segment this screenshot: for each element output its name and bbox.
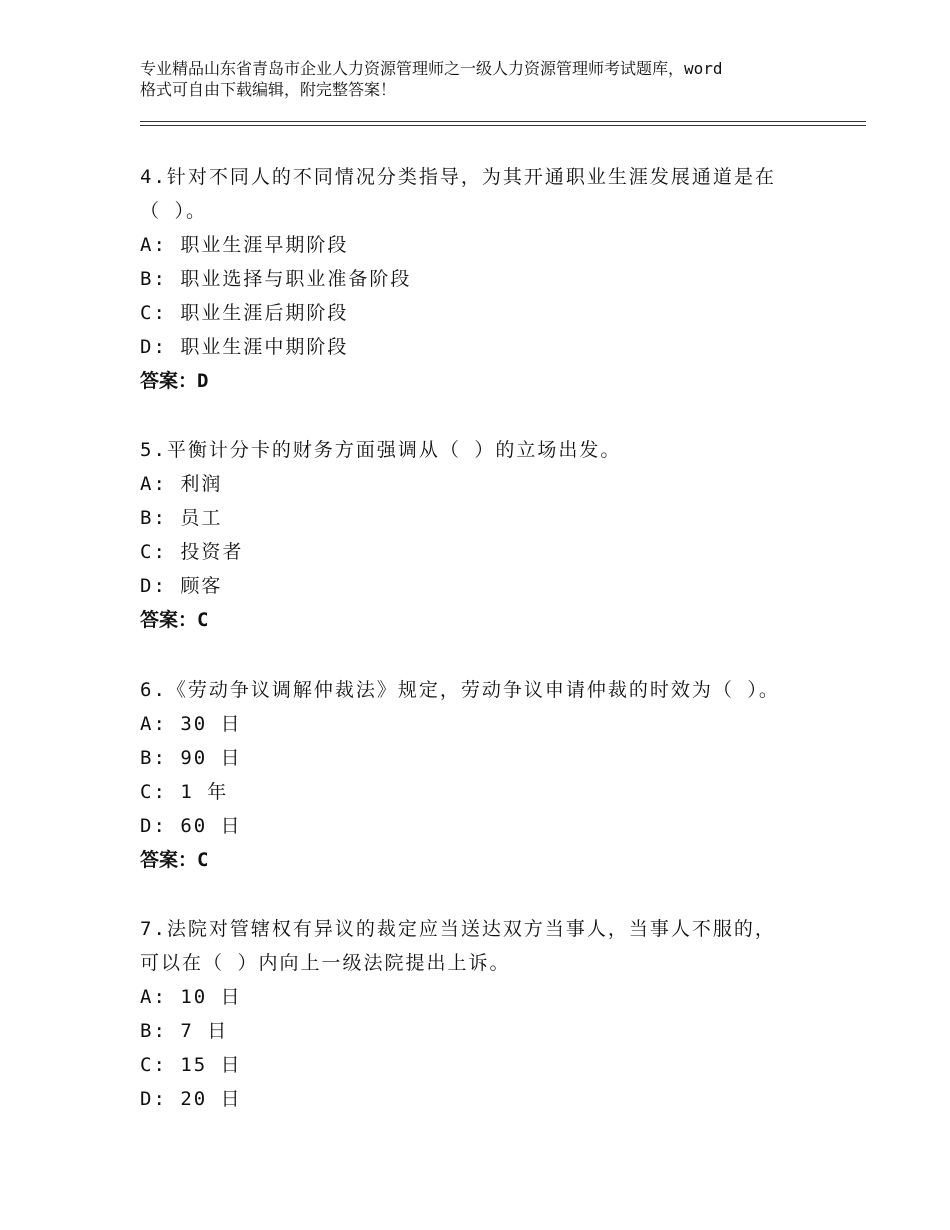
answer: 答案：D <box>140 370 209 392</box>
option-d: D: 60 日 <box>140 815 242 837</box>
stem-line: （ ）。 <box>140 200 207 222</box>
question-7 <box>140 912 820 1116</box>
option-b: B: 员工 <box>140 507 223 529</box>
question-stem <box>140 912 820 980</box>
option-d: D: 职业生涯中期阶段 <box>140 336 349 358</box>
option-b: B: 90 日 <box>140 747 242 769</box>
document-header <box>140 58 830 100</box>
stem-line: 4.针对不同人的不同情况分类指导，为其开通职业生涯发展通道是在 <box>140 166 776 188</box>
option-d: D: 顾客 <box>140 575 223 597</box>
header-divider-top <box>140 121 866 122</box>
option-a: A: 10 日 <box>140 986 242 1008</box>
stem-line: 5.平衡计分卡的财务方面强调从（ ）的立场出发。 <box>140 439 622 461</box>
question-stem <box>140 160 820 228</box>
option-b: B: 7 日 <box>140 1020 229 1042</box>
option-a: A: 职业生涯早期阶段 <box>140 234 349 256</box>
question-6 <box>140 673 820 877</box>
question-stem <box>140 673 820 707</box>
header-line-1: 专业精品山东省青岛市企业人力资源管理师之一级人力资源管理师考试题库，word <box>140 59 723 78</box>
question-stem <box>140 433 820 467</box>
option-a: A: 30 日 <box>140 713 242 735</box>
option-c: C: 职业生涯后期阶段 <box>140 302 349 324</box>
answer: 答案：C <box>140 849 209 871</box>
header-line-2: 格式可自由下载编辑，附完整答案！ <box>140 80 397 99</box>
option-c: C: 投资者 <box>140 541 244 563</box>
option-c: C: 1 年 <box>140 781 229 803</box>
header-divider-bottom <box>140 125 866 126</box>
option-b: B: 职业选择与职业准备阶段 <box>140 268 412 290</box>
question-5 <box>140 433 820 637</box>
answer: 答案：C <box>140 609 209 631</box>
stem-line: 可以在（ ）内向上一级法院提出上诉。 <box>140 952 511 974</box>
stem-line: 6.《劳动争议调解仲裁法》规定，劳动争议申请仲裁的时效为（ ）。 <box>140 679 780 701</box>
stem-line: 7.法院对管辖权有异议的裁定应当送达双方当事人，当事人不服的， <box>140 918 776 940</box>
option-a: A: 利润 <box>140 473 223 495</box>
option-c: C: 15 日 <box>140 1054 242 1076</box>
option-d: D: 20 日 <box>140 1088 242 1110</box>
question-4 <box>140 160 820 398</box>
